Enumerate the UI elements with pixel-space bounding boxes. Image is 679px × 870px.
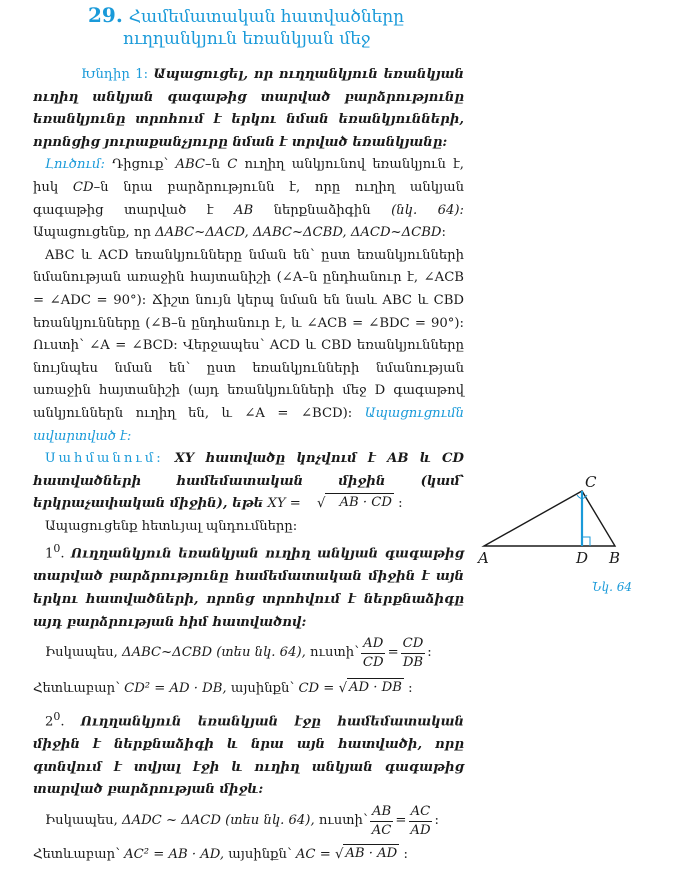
problem-paragraph xyxy=(33,64,464,154)
numerator: AC xyxy=(409,803,433,822)
figure-reference: (նկ. 64): xyxy=(391,202,464,218)
proof-text: ուստի՝ xyxy=(318,812,368,828)
fraction xyxy=(408,803,432,840)
math-c: C xyxy=(227,157,238,173)
statement2-proof xyxy=(33,802,464,840)
figure-reference: (տես նկ. 64), xyxy=(225,812,315,828)
statement1-conclusion xyxy=(33,672,464,706)
section-heading xyxy=(88,4,468,50)
proof-text: ABC և ACD եռանկյունները նման են՝ ըստ եռանկյունների նմանության առաջին հայտանիշի (∠A–ն ընդհանուր է, ∠ACB = ∠ADC = 90°): Ճիշտ նույն կերպ նման են նաև ABC և CBD եռանկյունները (∠B–ն ընդհանուր է, և ∠ACB = ∠BDC = 90°): Ուստի՝ ∠A = ∠BCD: Վերջապես՝ ACD և CBD եռանկյունները նույնպես նման են՝ ըստ եռանկյունների նմանության առաջին հայտանիշի (այդ եռանկյունների մեջ D գագաթով անկյուններն ուղիղ են, և ∠A = ∠BCD): xyxy=(33,247,464,421)
section-title-line1: Համեմատական հատվածները xyxy=(128,7,405,27)
solution-text: : xyxy=(441,225,446,241)
punctuation: : xyxy=(403,846,408,862)
statement-number: 1 xyxy=(45,546,54,562)
statements-intro: Ապացուցենք հետևյալ պնդումները: xyxy=(45,518,298,534)
math-ab: AB xyxy=(233,202,254,218)
punctuation: : xyxy=(434,812,439,828)
proof-complete: Ապացուցումն ավարտված է: xyxy=(33,405,464,444)
numerator: CD xyxy=(401,635,426,654)
denominator: CD xyxy=(362,654,384,670)
proof-text: ուստի՝ xyxy=(310,644,359,660)
conclusion-expression: AC² = AB · AD, xyxy=(124,846,225,862)
statement2-conclusion xyxy=(33,840,464,870)
solution-text: ներքնաձիգին xyxy=(253,202,392,218)
vertex-label-c: C xyxy=(585,473,597,491)
solution-text: Ապացուցենք, որ xyxy=(33,225,156,241)
figure-64 xyxy=(470,460,670,610)
solution-paragraph xyxy=(33,154,464,244)
similarity: ΔADC ~ ΔACD xyxy=(122,812,221,828)
vertex-label-a: A xyxy=(478,549,489,567)
solution-text: ուղիղ անկյունով եռանկյուն է, իսկ xyxy=(33,157,465,195)
problem-label: Խնդիր 1: xyxy=(81,67,149,82)
definition-label: Սահմանում: xyxy=(45,451,164,467)
conclusion-text: Հետևաբար՝ xyxy=(33,846,120,862)
triangle-diagram xyxy=(470,460,670,610)
figure-reference: (տես նկ. 64), xyxy=(216,644,306,660)
numerator: AD xyxy=(361,635,385,654)
conclusion-text: այսինքն՝ xyxy=(230,680,295,696)
problem-text: Ապացուցել, որ ուղղանկյուն եռանկյան ուղիղ անկյան գագաթից տարված բարձրությունը եռանկյունը տրոհում է երկու նման եռանկյունների, որոնցից յուրաքանչյուրը նման է տրված եռանկյանը: xyxy=(33,67,464,150)
denominator: AD xyxy=(410,822,431,838)
similarity-statement: ΔABC~ΔACD, ΔABC~ΔCBD, ΔACD~ΔCBD xyxy=(155,225,442,241)
text-body xyxy=(33,64,464,870)
degree-mark: 0 xyxy=(53,710,61,724)
sqrt-expression: √ AB · CD xyxy=(317,495,392,512)
conclusion-text: այսինքն՝ xyxy=(228,846,292,862)
equals: = xyxy=(387,644,399,660)
figure-caption: Նկ. 64 xyxy=(592,580,632,594)
definition-paragraph xyxy=(33,448,464,516)
solution-proof-paragraph xyxy=(33,245,464,448)
radicand: AD · DB xyxy=(348,679,402,695)
punctuation: : xyxy=(408,680,413,696)
vertex-label-b: B xyxy=(609,549,621,567)
vertex-label-d: D xyxy=(576,549,589,567)
statement-2: $2^0$. Ուղղանկյուն եռանկյան էջը համեմատական միջին է ներքնաձիգի և նրա այն հատվածի, որը գտնվում է տվյալ էջի և ուղիղ անկյան գագաթից տարված բարձրության միջև: xyxy=(33,710,464,798)
solution-text: –ն xyxy=(205,157,228,173)
similarity: ΔABC~ΔCBD xyxy=(122,644,213,660)
fraction xyxy=(370,803,394,840)
triangle-abc xyxy=(484,491,615,546)
fraction xyxy=(401,635,426,672)
conclusion-expression: CD² = AD · DB, xyxy=(124,680,227,696)
right-angle-mark-d xyxy=(582,537,590,546)
radicand: AB · AD xyxy=(345,845,398,861)
section-number: 29. xyxy=(88,3,123,27)
degree-mark: 0 xyxy=(53,542,61,556)
denominator: DB xyxy=(402,654,424,670)
fraction xyxy=(361,635,386,672)
definition-text: XY հատվածը կոչվում է AB և CD հատվածների համեմատական միջին (կամ՝ երկրաչափական միջին), եթե xyxy=(33,451,464,512)
numerator: AB xyxy=(370,803,393,822)
denominator: AC xyxy=(371,822,392,838)
equals: = xyxy=(395,812,407,828)
result-lhs: CD = xyxy=(298,680,335,696)
statement-number: 2 xyxy=(45,714,54,730)
punctuation: : xyxy=(398,496,403,512)
proof-text: Իսկապես, xyxy=(45,644,118,660)
proof-text: Իսկապես, xyxy=(45,812,118,828)
solution-label: Լուծում: xyxy=(45,157,105,173)
statement-1: $1^0$. Ուղղանկյուն եռանկյան ուղիղ անկյան գագաթից տարված բարձրությունը համեմատական միջին է այն երկու հատվածների, որոնց տրոհվում է ներքնաձիգը այդ բարձրության հիմ հատվածով: xyxy=(33,542,464,630)
definition-formula-lhs: XY = xyxy=(267,496,301,512)
punctuation: : xyxy=(427,644,432,660)
statement-text: Ուղղանկյուն եռանկյան էջը համեմատական միջին է ներքնաձիգի և նրա այն հատվածի, որը գտնվում է տվյալ էջի և ուղիղ անկյան գագաթից տարված բարձրության միջև: xyxy=(33,714,464,798)
solution-text: Դիցուք՝ xyxy=(104,157,176,173)
sqrt-expression: √ AB · AD xyxy=(334,845,398,862)
math-cd: CD xyxy=(72,179,94,195)
math-abc: ABC xyxy=(175,157,205,173)
sqrt-expression: √ AD · DB xyxy=(338,679,402,696)
statement-text: Ուղղանկյուն եռանկյան ուղիղ անկյան գագաթից տարված բարձրությունը համեմատական միջին է այն երկու հատվածների, որոնց տրոհվում է ներքնաձիգը այդ բարձրության հիմ հատվածով: xyxy=(33,546,464,630)
result-lhs: AC = xyxy=(295,846,331,862)
statement1-proof xyxy=(33,634,464,672)
radicand: AB · CD xyxy=(325,493,393,512)
solution-text: –ն նրա բարձրությունն է, որը ուղիղ անկյան գագաթից տարված է xyxy=(33,179,464,218)
conclusion-text: Հետևաբար՝ xyxy=(33,680,120,696)
section-title-line2: ուղղանկյուն եռանկյան մեջ xyxy=(123,29,371,49)
